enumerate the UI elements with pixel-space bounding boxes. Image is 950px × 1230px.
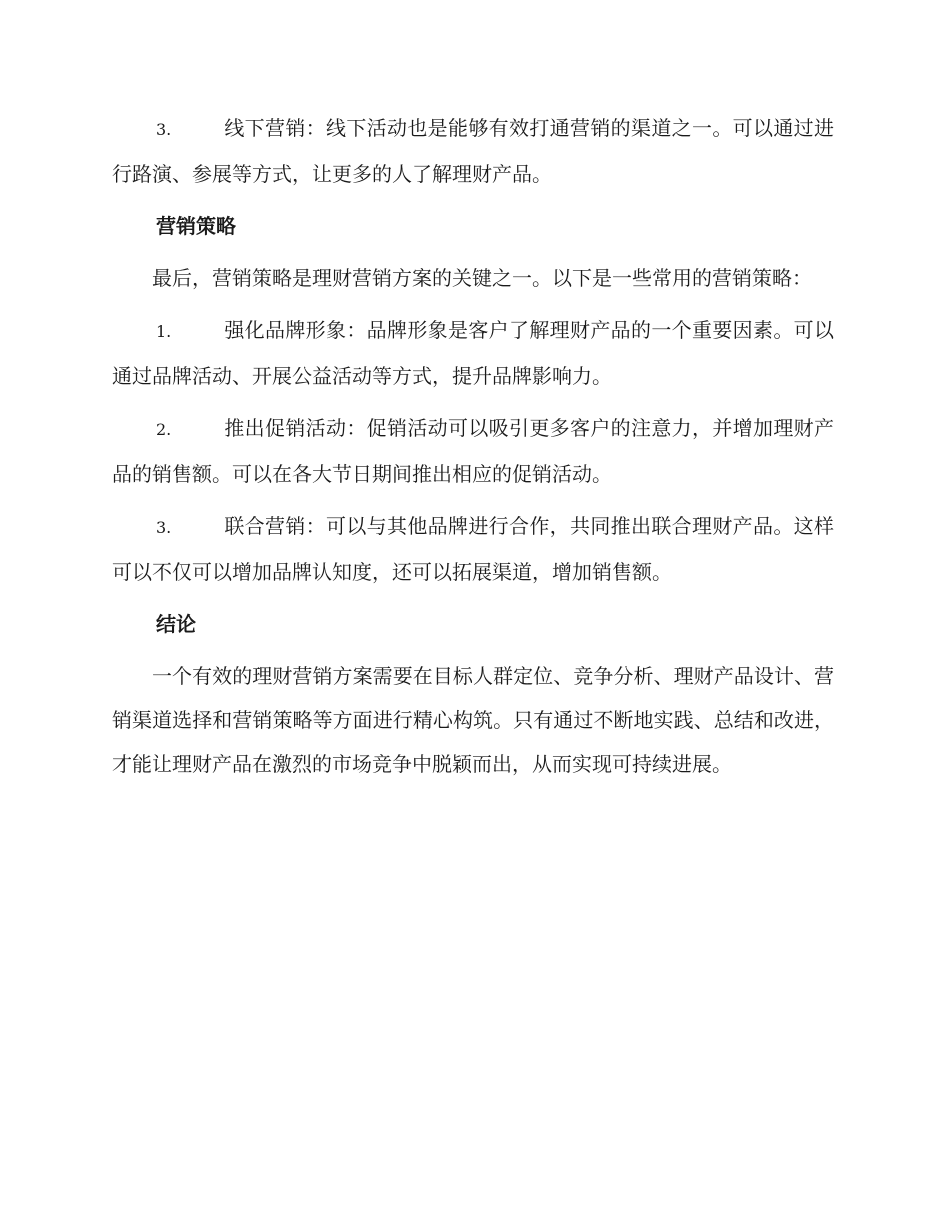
list-number: 2. [156,420,172,439]
channel-item-3 [112,106,834,196]
list-number: 3. [156,120,172,139]
list-number: 1. [156,322,172,341]
list-text: 联合营销：可以与其他品牌进行合作，共同推出联合理财产品。这样可以不仅可以增加品牌认知度，还可以拓展渠道，增加销售额。 [112,514,834,584]
strategy-intro: 最后，营销策略是理财营销方案的关键之一。以下是一些常用的营销策略： [152,266,812,290]
strategy-item-1 [112,308,834,398]
section-heading-strategy: 营销策略 [156,214,236,238]
strategy-item-2 [112,406,834,496]
conclusion-text: 一个有效的理财营销方案需要在目标人群定位、竞争分析、理财产品设计、营销渠道选择和营销策略等方面进行精心构筑。只有通过不断地实践、总结和改进，才能让理财产品在激烈的市场竞争中脱颖而出，从而实现可持续进展。 [112,664,834,776]
list-text: 推出促销活动：促销活动可以吸引更多客户的注意力，并增加理财产品的销售额。可以在各大节日期间推出相应的促销活动。 [112,416,834,486]
list-number: 3. [156,518,172,537]
section-heading-conclusion: 结论 [156,612,196,636]
strategy-item-3 [112,504,834,594]
list-text: 强化品牌形象：品牌形象是客户了解理财产品的一个重要因素。可以通过品牌活动、开展公益活动等方式，提升品牌影响力。 [112,318,834,388]
document-page [112,106,834,794]
list-text: 线下营销：线下活动也是能够有效打通营销的渠道之一。可以通过进行路演、参展等方式，让更多的人了解理财产品。 [112,116,834,186]
